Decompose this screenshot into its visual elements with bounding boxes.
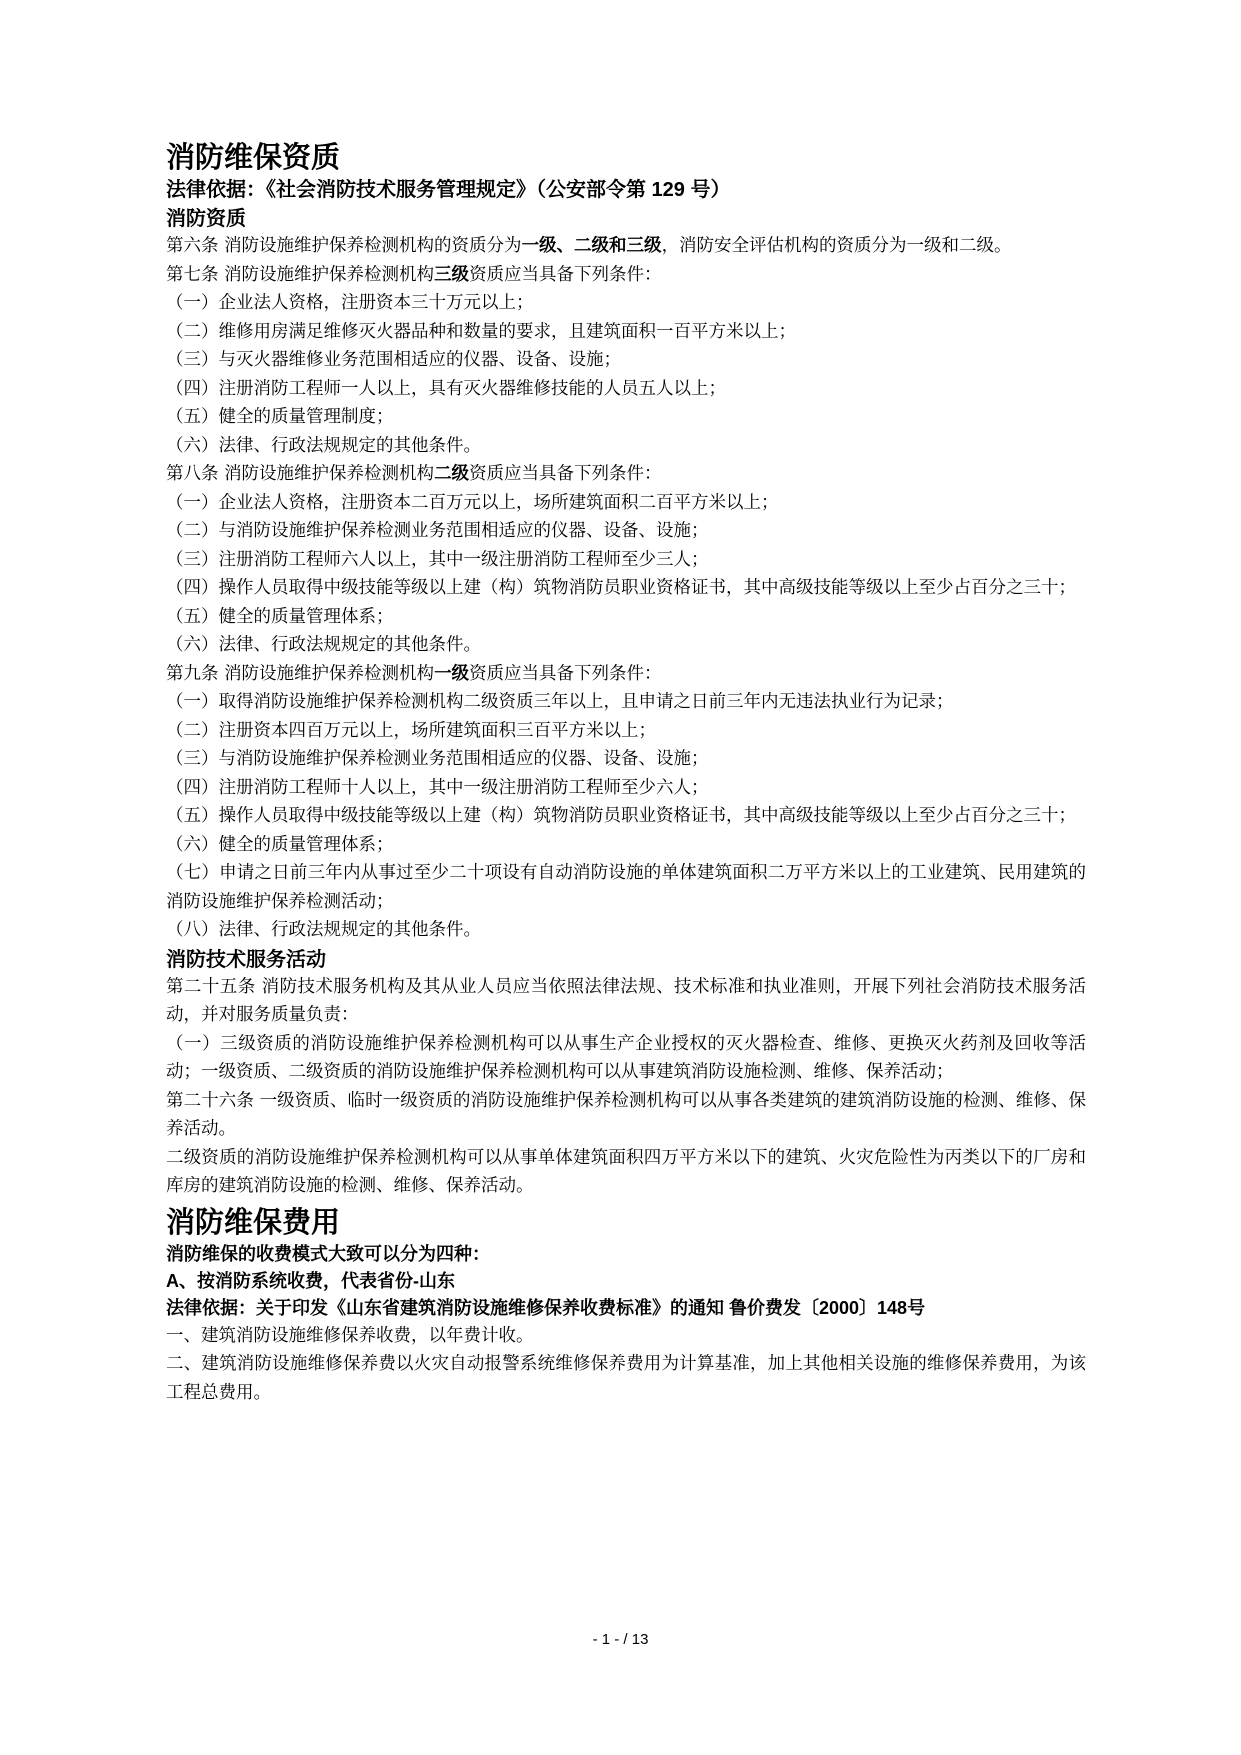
article-25-item-1: （一）三级资质的消防设施维护保养检测机构可以从事生产企业授权的灭火器检查、维修、更换灭火药剂及回收等活动；一级资质、二级资质的消防设施维护保养检测机构可以从事建筑消防设施检测、维修、保养活动；: [166, 1033, 1086, 1082]
list-item: （四）操作人员取得中级技能等级以上建（构）筑物消防员职业资格证书，其中高级技能等级以上至少占百分之三十；: [166, 578, 1076, 598]
list-item: （一）企业法人资格，注册资本二百万元以上，场所建筑面积二百平方米以上；: [166, 492, 779, 513]
fee-item-2: 二、建筑消防设施维修保养费以火灾自动报警系统维修保养费用为计算基准，加上其他相关设施的维修保养费用，为该工程总费用。: [166, 1354, 1086, 1403]
article-6-text: 第六条 消防设施维护保养检测机构的资质分为: [166, 236, 522, 256]
article-25: 第二十五条 消防技术服务机构及其从业人员应当依照法律法规、技术标准和执业准则，开展下列社会消防技术服务活动，并对服务质量负责：: [166, 976, 1086, 1025]
document-page: [166, 138, 1086, 1407]
article-9-bold: 一级: [434, 663, 470, 684]
fee-legal-basis: 法律依据：关于印发《山东省建筑消防设施维修保养收费标准》的通知 鲁价费发〔2000〕148号: [166, 1297, 926, 1318]
sub-heading-fire-qualification: 消防资质: [166, 206, 246, 230]
article-7-bold: 三级: [434, 264, 470, 285]
article-8-text-end: 资质应当具备下列条件：: [469, 464, 662, 484]
article-8-bold: 二级: [434, 464, 470, 484]
article-8: [166, 460, 1086, 489]
list-item: （二）维修用房满足维修灭火器品种和数量的要求，且建筑面积一百平方米以上；: [166, 321, 796, 342]
list-item: （三）注册消防工程师六人以上，其中一级注册消防工程师至少三人；: [166, 549, 709, 570]
list-item: （八）法律、行政法规规定的其他条件。: [166, 920, 481, 940]
list-item: （六）法律、行政法规规定的其他条件。: [166, 435, 481, 456]
list-item: （五）健全的质量管理制度；: [166, 407, 394, 427]
article-9-text-end: 资质应当具备下列条件：: [469, 663, 662, 684]
section-title-fees: 消防维保费用: [166, 1204, 341, 1239]
article-7-text-end: 资质应当具备下列条件：: [469, 264, 662, 285]
legal-basis-heading: 法律依据：《社会消防技术服务管理规定》（公安部令第 129 号）: [166, 179, 731, 201]
article-9: [166, 660, 1086, 689]
list-item: （一）企业法人资格，注册资本三十万元以上；: [166, 293, 534, 313]
article-26-paragraph-2: 二级资质的消防设施维护保养检测机构可以从事单体建筑面积四万平方米以下的建筑、火灾危险性为丙类以下的厂房和库房的建筑消防设施的检测、维修、保养活动。: [166, 1147, 1086, 1196]
list-item: （五）健全的质量管理体系；: [166, 606, 394, 627]
article-7: [166, 261, 1086, 290]
article-9-text: 第九条 消防设施维护保养检测机构: [166, 663, 435, 684]
article-6: [166, 232, 1086, 261]
list-item: （四）注册消防工程师一人以上，具有灭火器维修技能的人员五人以上；: [166, 378, 726, 399]
list-item: （五）操作人员取得中级技能等级以上建（构）筑物消防员职业资格证书，其中高级技能等级以上至少占百分之三十；: [166, 806, 1076, 826]
page-number: - 1 - / 13: [592, 1631, 649, 1648]
list-item: （二）与消防设施维护保养检测业务范围相适应的仪器、设备、设施；: [166, 521, 709, 541]
article-26: 第二十六条 一级资质、临时一级资质的消防设施维护保养检测机构可以从事各类建筑的建筑消防设施的检测、维修、保养活动。: [166, 1090, 1086, 1139]
fee-item-1: 一、建筑消防设施维修保养收费，以年费计收。: [166, 1325, 534, 1346]
list-item: （四）注册消防工程师十人以上，其中一级注册消防工程师至少六人；: [166, 777, 709, 798]
list-item: （二）注册资本四百万元以上，场所建筑面积三百平方米以上；: [166, 720, 656, 741]
list-item: （六）法律、行政法规规定的其他条件。: [166, 635, 481, 655]
list-item: （一）取得消防设施维护保养检测机构二级资质三年以上，且申请之日前三年内无违法执业行为记录；: [166, 692, 954, 712]
section-title-qualification: 消防维保资质: [166, 140, 341, 174]
fee-modes-intro: 消防维保的收费模式大致可以分为四种：: [166, 1243, 490, 1264]
list-item: （七）申请之日前三年内从事过至少二十项设有自动消防设施的单体建筑面积二万平方米以上的工业建筑、民用建筑的消防设施维护保养检测活动；: [166, 863, 1086, 912]
article-6-text-end: ，消防安全评估机构的资质分为一级和二级。: [661, 236, 1012, 256]
list-item: （六）健全的质量管理体系；: [166, 834, 394, 855]
article-7-text: 第七条 消防设施维护保养检测机构: [166, 264, 435, 285]
fee-mode-a: A、按消防系统收费，代表省份-山东: [166, 1270, 455, 1291]
sub-heading-technical-service: 消防技术服务活动: [166, 946, 326, 971]
article-6-bold: 一级、二级和三级: [521, 236, 662, 256]
list-item: （三）与消防设施维护保养检测业务范围相适应的仪器、设备、设施；: [166, 749, 709, 769]
list-item: （三）与灭火器维修业务范围相适应的仪器、设备、设施；: [166, 350, 621, 370]
article-8-text: 第八条 消防设施维护保养检测机构: [166, 464, 435, 484]
